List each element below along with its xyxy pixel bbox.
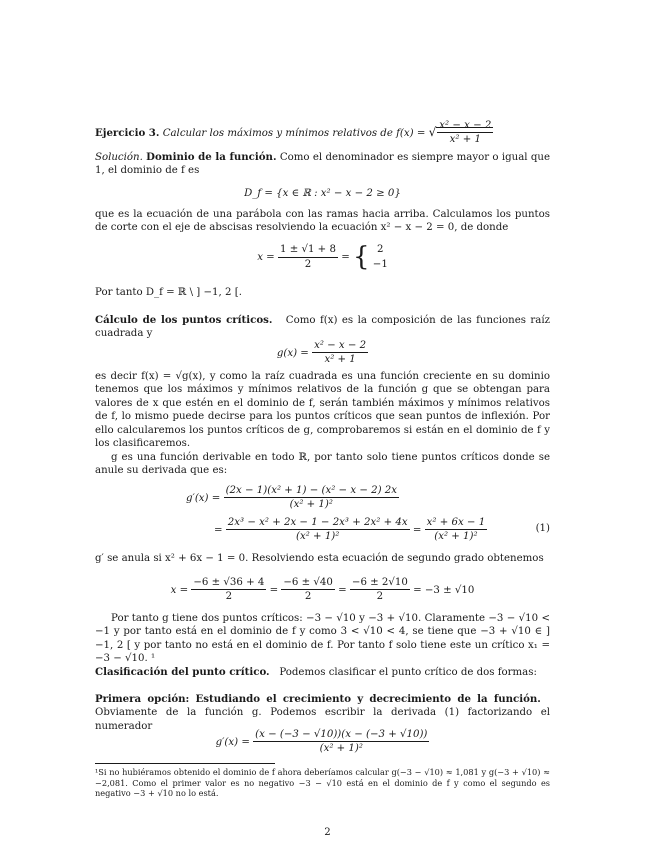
- critical-heading: Cálculo de los puntos críticos.: [95, 314, 273, 326]
- g-lhs: g(x) =: [276, 347, 309, 359]
- solutions-equation: x = $\frac{-6 \pm √36 + 4}{2}$ = $\frac{-6 \pm √40}{2}$ = $\frac{-6 \pm 2√10}{2}$ = −3 ± √10: [170, 577, 475, 603]
- factored-fraction: [253, 728, 429, 756]
- critical-text-4: g′ se anula si x² + 6x − 1 = 0. Resolviendo esta ecuación de segundo grado obtenemos: [95, 553, 544, 564]
- roots-num: 1 ± √1 + 8: [278, 243, 338, 257]
- roots-equation: [95, 240, 550, 274]
- exercise-func-num: x² − x − 2: [437, 119, 493, 133]
- derivative-line-2: [214, 516, 487, 544]
- sol-num-2: −6 ± √40: [281, 576, 335, 590]
- option1-heading: Primera opción: Estudiando el crecimiento y decrecimiento de la función.: [95, 693, 541, 705]
- deriv-num-3: x² + 6x − 1: [425, 516, 488, 530]
- critical-text-1: Como f(x) es la composición de las funciones raíz cuadrada y: [95, 315, 550, 340]
- g-equation: [95, 339, 550, 367]
- g-den: x² + 1: [324, 354, 356, 366]
- critical-text-2: es decir f(x) = √g(x), y como la raíz cuadrada es una función creciente en su dominio tenemos que los máximos y mínimos relativos de la función g que se obtengan para valores de x que estén en el dominio de f, serán también máximos y mínimos relativos de f, lo mismo puede decirse para los puntos críticos que sean puntos de inflexión. Por ello calcularemos los puntos críticos de g, comprobaremos si están en el dominio de f y los clasificaremos.: [95, 371, 550, 450]
- g-num: x² − x − 2: [312, 339, 368, 353]
- deriv-fraction-3: [425, 516, 488, 544]
- footnote-text: ¹Si no hubiéramos obtenido el dominio de f ahora deberíamos calcular g(−3 − √10) ≈ 1,081 y g(−3 + √10) ≈ −2,081. Como el primer valor es no negativo −3 − √10 está en el dominio de f y como el segundo es negativo −3 + √10 no lo está.: [95, 767, 550, 798]
- factored-derivative: [95, 728, 550, 756]
- classification-text: Podemos clasificar el punto crítico de dos formas:: [279, 667, 537, 678]
- equation-number: (1): [535, 523, 550, 534]
- domain-eq-text: D_f = {x ∈ ℝ : x² − x − 2 ≥ 0}: [244, 188, 401, 199]
- parabola-paragraph: [95, 208, 550, 235]
- exercise-text: Calcular los máximos y mínimos relativos de: [162, 127, 393, 139]
- sol-num-1: −6 ± √36 + 4: [191, 576, 266, 590]
- deriv-eq-3: =: [412, 524, 422, 536]
- domain-heading: Dominio de la función.: [146, 151, 277, 163]
- sol-num-3: −6 ± 2√10: [350, 576, 410, 590]
- sol-fraction-1: [191, 576, 266, 604]
- left-brace-icon: {: [352, 242, 370, 272]
- factored-lhs: g′(x) =: [215, 736, 250, 748]
- derivative-line-1: [186, 484, 399, 512]
- sol-den-2: 2: [304, 591, 312, 603]
- sol-den-3: 2: [376, 591, 384, 603]
- g-fraction: [312, 339, 368, 367]
- exercise-statement: Ejercicio 3. Calcular los máximos y mínimos relativos de f(x) = √ $\frac{\text{x² − x − 2}}{\text{x² + 1}}$: [95, 120, 492, 146]
- solution-label: Solución.: [95, 152, 143, 163]
- exercise-func-den: x² + 1: [449, 134, 481, 146]
- classification-paragraph: [95, 666, 550, 679]
- parabola-text: que es la ecuación de una parábola con las ramas hacia arriba. Calculamos los puntos de corte con el eje de abscisas resolviendo la ecuación x² − x − 2 = 0, de donde: [95, 209, 550, 234]
- option1-text: Obviamente de la función g. Podemos escribir la derivada (1) factorizando el numerador: [95, 707, 550, 732]
- sol-den-1: 2: [225, 591, 233, 603]
- critical-paragraph-2: [95, 370, 550, 478]
- deriv-num-1: (2x − 1)(x² + 1) − (x² − x − 2) 2x: [224, 484, 399, 498]
- domain-paragraph: [95, 151, 550, 178]
- deriv-fraction-1: [224, 484, 399, 512]
- footnote: [95, 767, 550, 799]
- deriv-num-2: 2x³ − x² + 2x − 1 − 2x³ + 2x² + 4x: [226, 516, 410, 530]
- deriv-den-3: (x² + 1)²: [434, 531, 478, 543]
- sol-final: = −3 ± √10: [413, 584, 475, 596]
- sol-fraction-3: [350, 576, 410, 604]
- domain-result-text: Por tanto D_f = ℝ \ ] −1, 2 [.: [95, 287, 242, 298]
- exercise-func-fraction: [437, 119, 493, 147]
- roots-eq-sign: =: [341, 252, 350, 264]
- domain-equation: [95, 187, 550, 200]
- critical-text-3: g es una función derivable en todo ℝ, por tanto solo tiene puntos críticos donde se anule su derivada que es:: [95, 451, 550, 477]
- sol-lhs: x =: [170, 584, 189, 596]
- deriv-eq-2: =: [214, 524, 223, 536]
- factored-num: (x − (−3 − √10))(x − (−3 + √10)): [253, 728, 429, 742]
- roots-fraction: [278, 243, 338, 271]
- root-1: 2: [377, 243, 384, 255]
- domain-result: [95, 286, 550, 299]
- sol-fraction-2: [281, 576, 335, 604]
- critical-paragraph-1: [95, 314, 550, 341]
- critical-paragraph-5: [95, 612, 550, 666]
- critical-paragraph-4: [95, 552, 550, 565]
- deriv-den-2: (x² + 1)²: [296, 531, 340, 543]
- critical-text-5: Por tanto g tiene dos puntos críticos: −3 − √10 y −3 + √10. Claramente −3 − √10 < −1 y por tanto está en el dominio de f y como 3 < √10 < 4, se tiene que −3 + √10 ∈ ] −1, 2 [ y por tanto no está en el dominio de f. Por tanto f solo tiene este un crítico x₁ = −3 − √10. ¹: [95, 613, 550, 665]
- roots-lhs: x =: [257, 252, 275, 264]
- root-2: −1: [372, 259, 388, 271]
- roots-den: 2: [304, 258, 312, 270]
- deriv-den-1: (x² + 1)²: [289, 499, 333, 511]
- roots-cases: [373, 242, 388, 273]
- page-number: 2: [324, 827, 331, 838]
- factored-den: (x² + 1)²: [319, 743, 363, 755]
- footnote-rule: [95, 763, 275, 764]
- deriv-lhs: g′(x) =: [186, 492, 221, 504]
- exercise-label: Ejercicio 3.: [95, 126, 160, 139]
- classification-heading: Clasificación del punto crítico.: [95, 666, 270, 678]
- exercise-func-lhs: f(x) =: [396, 127, 426, 139]
- deriv-fraction-2: [226, 516, 410, 544]
- domain-text: Como el denominador es siempre mayor o igual que 1, el dominio de f es: [95, 152, 550, 177]
